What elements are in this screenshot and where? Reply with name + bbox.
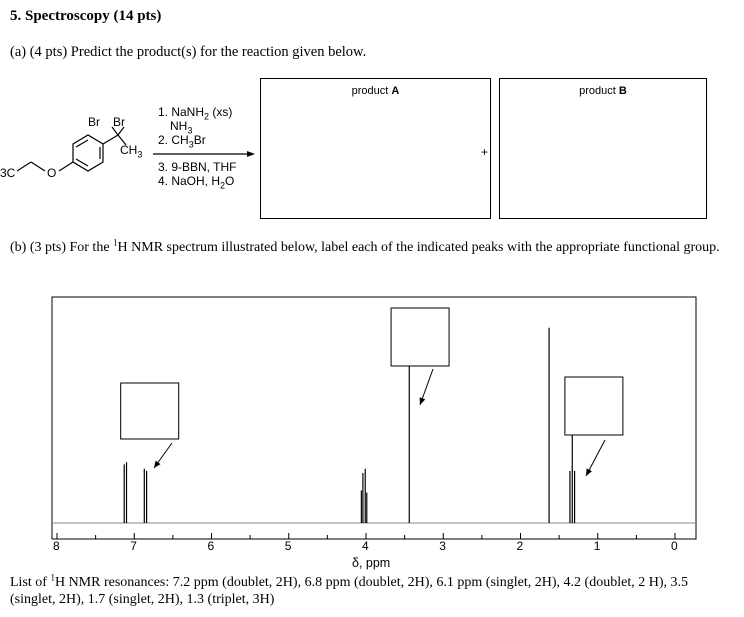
- bromine-label-1: Br: [88, 115, 100, 129]
- x-tick-label-0: 0: [671, 539, 678, 553]
- x-tick-label-6: 6: [207, 539, 215, 553]
- x-tick-label-7: 7: [130, 539, 137, 553]
- part-b-prompt: (b) (3 pts) For the $^1$H NMR spectrum illustrated below, label each of the indicated peaks with the appropriate functional group.: [10, 237, 720, 255]
- product-b-label: product B: [579, 85, 627, 97]
- peak-pointer-arrowhead-1: [154, 461, 161, 468]
- resonance-list: List of $^1$H NMR resonances: 7.2 ppm (doublet, 2H), 6.8 ppm (doublet, 2H), 6.1 ppm (singlet, 2H), 4.2 (doublet, 2 H), 3.5 (singlet, 2H), 1.7 (singlet, 2H), 1.3 (triplet, 3H): [10, 572, 688, 607]
- condition-step-3: 3. 9-BBN, THF: [158, 160, 237, 174]
- x-axis-label: δ, ppm: [352, 556, 391, 570]
- x-tick-label-1: 1: [593, 539, 601, 553]
- condition-step-1: 1. NaNH$_2$ (xs): [158, 105, 233, 122]
- condition-step-2: 2. $CH_3Br$: [158, 133, 206, 150]
- methyl-label: $CH_3$: [120, 143, 143, 160]
- terminal-methyl-label: 3C: [0, 166, 16, 180]
- bromine-label-2: Br: [113, 115, 125, 129]
- question-title: 5. Spectroscopy (14 pts): [10, 8, 162, 24]
- oxygen-label: O: [47, 166, 57, 180]
- peak-label-box-2[interactable]: [391, 308, 449, 366]
- x-tick-label-3: 3: [439, 539, 446, 553]
- product-a-label: product A: [351, 85, 400, 97]
- x-tick-label-2: 2: [516, 539, 524, 553]
- x-tick-label-4: 4: [362, 539, 369, 553]
- plus-sign: +: [481, 145, 489, 159]
- x-tick-label-5: 5: [284, 539, 292, 553]
- peak-label-box-1[interactable]: [121, 383, 179, 439]
- peak-pointer-arrowhead-2: [420, 397, 426, 405]
- x-tick-label-8: 8: [53, 539, 60, 553]
- condition-step-1b: $NH_3$: [170, 119, 193, 136]
- peak-label-box-3[interactable]: [565, 377, 623, 435]
- part-a-prompt: (a) (4 pts) Predict the product(s) for the reaction given below.: [10, 44, 367, 60]
- condition-step-4: 4. NaOH, $H_2O$: [158, 174, 235, 191]
